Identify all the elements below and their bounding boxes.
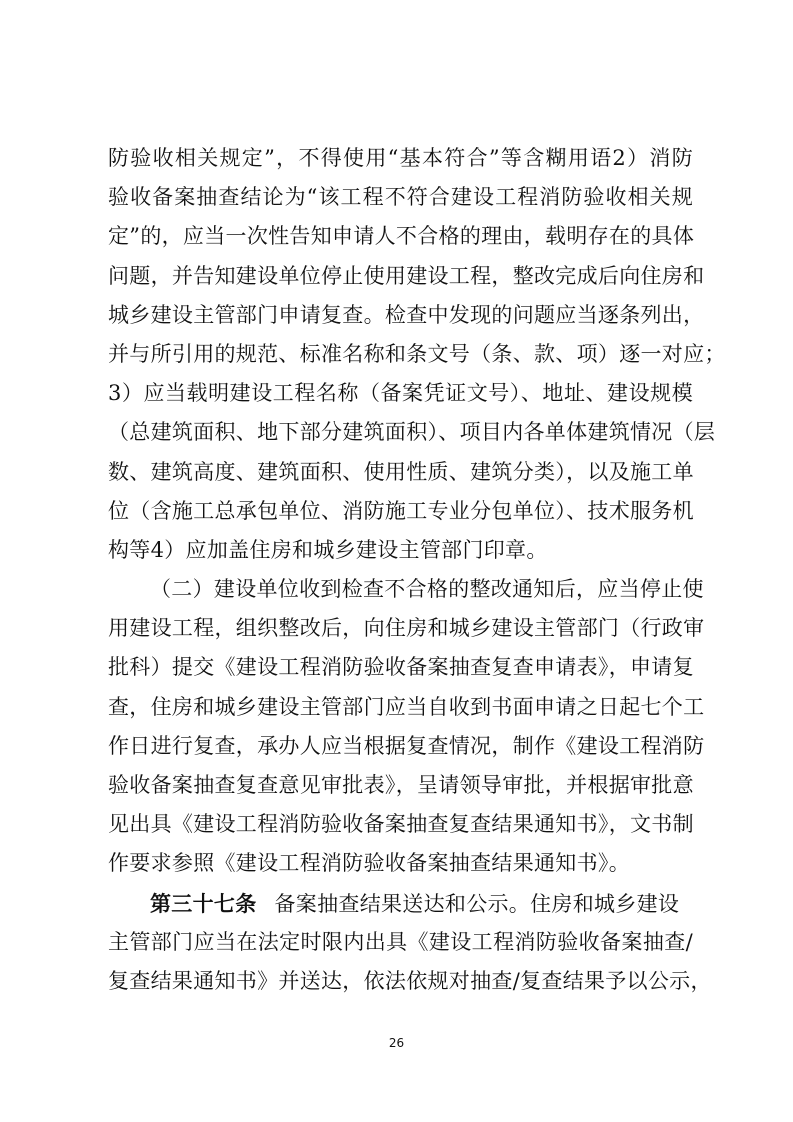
- text-line: 作日进行复查，承办人应当根据复查情况，制作《建设工程消防: [108, 733, 705, 758]
- text-line: 验收备案抽查结论为“该工程不符合建设工程消防验收相关规: [108, 185, 693, 210]
- article-text: 备案抽查结果送达和公示。住房和城乡建设: [274, 891, 680, 916]
- text-line: 见出具《建设工程消防验收备案抽查复查结果通知书》，文书制: [108, 812, 694, 837]
- text-line: 防验收相关规定”，不得使用“基本符合”等含糊用语2）消防: [108, 146, 693, 170]
- text-line: 并与所引用的规范、标准名称和条文号（条、款、项）逐一对应；: [108, 341, 726, 366]
- text-line: 构等4）应加盖住房和城乡建设主管部门印章。: [108, 537, 548, 562]
- text-line: 用建设工程，组织整改后，向住房和城乡建设主管部门（行政审: [108, 616, 705, 641]
- text-line: 位（含施工总承包单位、消防施工专业分包单位）、技术服务机: [108, 498, 694, 523]
- text-line: 数、建筑高度、建筑面积、使用性质、建筑分类），以及施工单: [108, 459, 694, 484]
- text-line: （总建筑面积、地下部分建筑面积）、项目内各单体建筑情况（层: [108, 420, 716, 445]
- paragraph-start-line: （二）建设单位收到检查不合格的整改通知后，应当停止使: [150, 577, 704, 602]
- text-line: 3）应当载明建设工程名称（备案凭证文号）、地址、建设规模: [108, 381, 693, 406]
- text-line: 作要求参照《建设工程消防验收备案抽查结果通知书》。: [108, 851, 630, 876]
- article-line: [108, 884, 693, 923]
- text-line: 定”的，应当一次性告知申请人不合格的理由，载明存在的具体: [108, 224, 695, 249]
- text-line: 查，住房和城乡建设主管部门应当自收到书面申请之日起七个工: [108, 694, 705, 719]
- text-line: 验收备案抽查复查意见审批表》，呈请领导审批，并根据审批意: [108, 773, 694, 797]
- page-number: 26: [388, 1036, 405, 1050]
- text-line: 复查结果通知书》并送达，依法依规对抽查/复查结果予以公示，: [108, 968, 712, 993]
- body-text: [108, 139, 726, 1001]
- article-heading: 第三十七条: [150, 890, 257, 916]
- text-line: 城乡建设主管部门申请复查。检查中发现的问题应当逐条列出，: [108, 302, 705, 327]
- text-line: 批科）提交《建设工程消防验收备案抽查复查申请表》，申请复: [108, 655, 694, 680]
- text-line: 问题，并告知建设单位停止使用建设工程，整改完成后向住房和: [108, 263, 705, 288]
- text-line: 主管部门应当在法定时限内出具《建设工程消防验收备案抽查/: [108, 929, 693, 954]
